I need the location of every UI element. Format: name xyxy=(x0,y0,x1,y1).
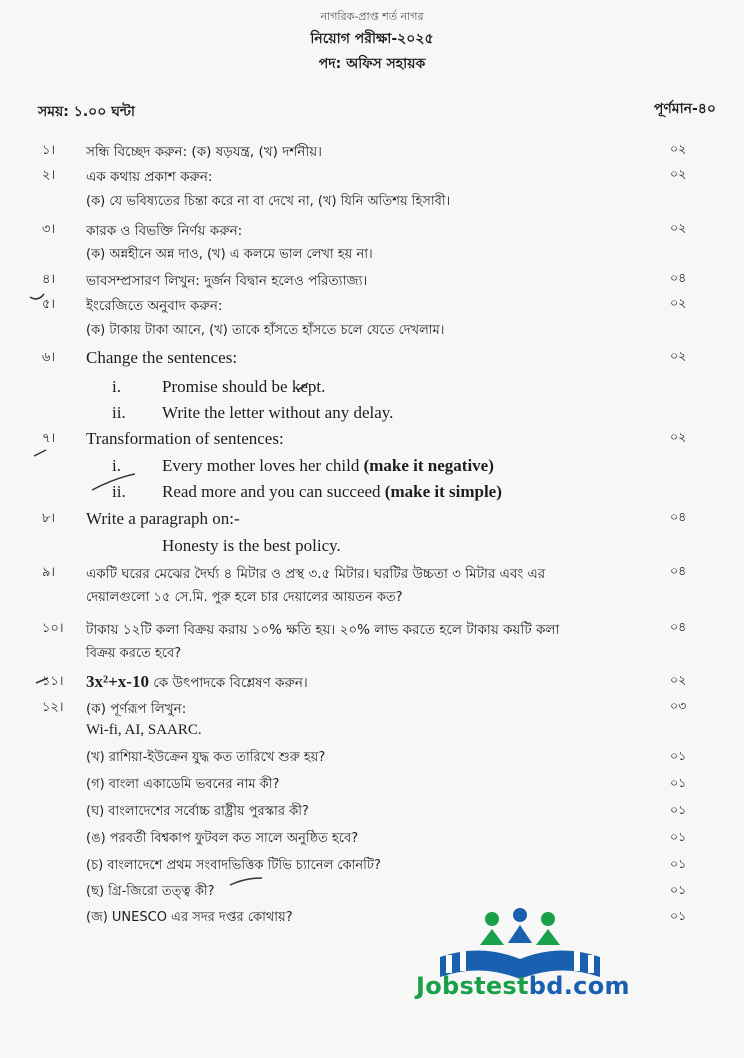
item-numeral: i. xyxy=(112,456,121,475)
gk-mark: ০১ xyxy=(670,856,687,871)
item-main: Every mother loves her child xyxy=(162,456,364,475)
question-text: Change the sentences: xyxy=(86,348,238,367)
item-numeral: ii. xyxy=(112,482,126,501)
question-number: ১২। xyxy=(42,700,64,715)
question-mark: ০৪ xyxy=(670,563,687,578)
question-mark: ০২ xyxy=(670,220,687,235)
question-number: ৯। xyxy=(42,565,56,580)
gk-mark: ০১ xyxy=(670,748,687,763)
item-numeral: ii. xyxy=(112,403,126,422)
item-instruction: (make it simple) xyxy=(384,482,502,501)
item-text: Promise should be kept. xyxy=(162,377,326,396)
math-expression: 3x²+x-10 xyxy=(86,672,149,691)
question-text: (ক) পূর্ণরূপ লিখুন: xyxy=(86,701,187,717)
question-instruction: কে উৎপাদকে বিশ্লেষণ করুন। xyxy=(148,675,308,691)
abbreviations: Wi-fi, AI, SAARC. xyxy=(86,722,202,738)
item-main: Read more and you can succeed xyxy=(162,482,385,501)
question-text: Transformation of sentences: xyxy=(86,429,284,448)
question-text: এক কথায় প্রকাশ করুন: xyxy=(86,169,213,185)
question-mark: ০২ xyxy=(670,429,687,444)
paragraph-topic: Honesty is the best policy. xyxy=(162,536,341,555)
question-text: Write a paragraph on:- xyxy=(86,509,240,528)
question-number: ৫। xyxy=(42,297,56,312)
full-marks: পূর্ণমান-৪০ xyxy=(653,101,716,117)
question-mark: ০৪ xyxy=(670,619,687,634)
question-subtext: (ক) অন্নহীনে অন্ন দাও, (খ) এ কলমে ভাল লেখা হয় না। xyxy=(86,247,373,262)
question-number: ১। xyxy=(42,143,56,158)
item-numeral: i. xyxy=(112,377,121,396)
gk-question: (জ) UNESCO এর সদর দপ্তর কোথায়? xyxy=(86,910,293,925)
question-mark: ০২ xyxy=(670,672,687,687)
question-number: ৬। xyxy=(42,350,56,365)
gk-mark: ০১ xyxy=(670,829,687,844)
watermark-text xyxy=(416,972,630,1000)
exam-title: নিয়োগ পরীক্ষা-২০২৫ xyxy=(310,31,434,47)
watermark-part2: bd.com xyxy=(528,972,630,1000)
watermark-part1: Jobstest xyxy=(416,972,529,1000)
question-mark: ০২ xyxy=(670,166,687,181)
question-text: একটি ঘরের মেঝের দৈর্ঘ্য ৪ মিটার ও প্রস্থ ৩.৫ মিটার। ঘরটির উচ্চতা ৩ মিটার এবং এর xyxy=(86,566,546,582)
question-text: কারক ও বিভক্তি নির্ণয় করুন: xyxy=(86,223,243,239)
question-text: ইংরেজিতে অনুবাদ করুন: xyxy=(86,298,223,314)
gk-mark: ০১ xyxy=(670,908,687,923)
question-text: ভাবসম্প্রসারণ লিখুন: দুর্জন বিদ্বান হলেও পরিত্যাজ্য। xyxy=(86,273,368,289)
gk-question: (ঘ) বাংলাদেশের সর্বোচ্চ রাষ্ট্রীয় পুরস্কার কী? xyxy=(86,804,309,819)
question-number: ৭। xyxy=(42,431,56,446)
gk-question: (ঙ) পরবর্তী বিশ্বকাপ ফুটবল কত সালে অনুষ্ঠিত হবে? xyxy=(86,831,359,846)
exam-time: সময়: ১.০০ ঘন্টা xyxy=(38,104,135,120)
gk-mark: ০১ xyxy=(670,802,687,817)
organization-line: নাগরিক-প্রাপ্ত শর্ত নাগর xyxy=(320,10,424,23)
gk-mark: ০১ xyxy=(670,775,687,790)
question-number: ৪। xyxy=(42,272,56,287)
item-instruction: (make it negative) xyxy=(363,456,494,475)
question-subtext: (ক) যে ভবিষ্যতের চিন্তা করে না বা দেখে না, (খ) যিনি অতিশয় হিসাবী। xyxy=(86,194,451,209)
question-number: ১১। xyxy=(42,674,64,689)
question-subtext: দেয়ালগুলো ১৫ সে.মি. পুরু হলে চার দেয়ালের আয়তন কত? xyxy=(86,590,403,605)
post-title: পদ: অফিস সহায়ক xyxy=(318,56,426,72)
gk-mark: ০১ xyxy=(670,882,687,897)
question-text: সন্ধি বিচ্ছেদ করুন: (ক) ষড়যন্ত্র, (খ) দর্শনীয়। xyxy=(86,144,322,160)
question-subtext: বিক্রয় করতে হবে? xyxy=(86,646,182,661)
question-mark: ০২ xyxy=(670,141,687,156)
question-mark: ০৪ xyxy=(670,270,687,285)
question-number: ২। xyxy=(42,168,56,183)
question-mark: ০৩ xyxy=(670,698,687,713)
question-number: ৮। xyxy=(42,511,56,526)
question-mark: ০২ xyxy=(670,295,687,310)
question-number: ৩। xyxy=(42,222,56,237)
question-subtext: (ক) টাকায় টাকা আনে, (খ) তাকে হাঁসতে হাঁসতে চলে যেতে দেখলাম। xyxy=(86,323,445,338)
question-mark: ০২ xyxy=(670,348,687,363)
question-mark: ০৪ xyxy=(670,509,687,524)
gk-question: (খ) রাশিয়া-ইউক্রেন যুদ্ধ কত তারিখে শুরু হয়? xyxy=(86,750,326,765)
gk-question: (ছ) গ্রি-জিরো তত্ত্ব কী? xyxy=(86,884,215,899)
item-text: Write the letter without any delay. xyxy=(162,403,394,422)
gk-question: (চ) বাংলাদেশে প্রথম সংবাদভিত্তিক টিভি চ্যানেল কোনটি? xyxy=(86,858,381,873)
question-number: ১০। xyxy=(42,621,64,636)
gk-question: (গ) বাংলা একাডেমি ভবনের নাম কী? xyxy=(86,777,280,792)
question-text: টাকায় ১২টি কলা বিক্রয় করায় ১০% ক্ষতি হয়। ২০% লাভ করতে হলে টাকায় কয়টি কলা xyxy=(86,622,560,638)
